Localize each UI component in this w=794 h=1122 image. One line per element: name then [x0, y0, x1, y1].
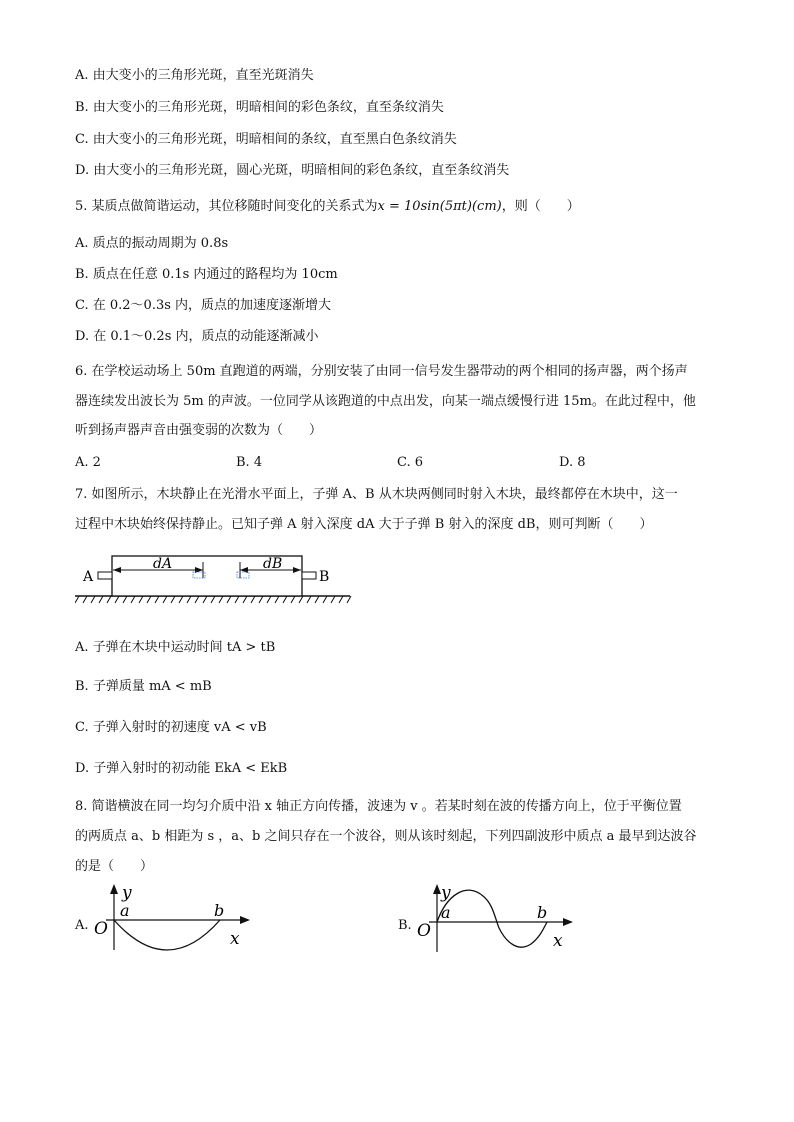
point-b-b: b: [537, 903, 548, 922]
q5-option-d: D. 在 0.1～0.2s 内，质点的动能逐渐减小: [75, 329, 319, 344]
q4-option-b: B. 由大变小的三角形光斑，明暗相间的彩色条纹，直至条纹消失: [75, 100, 444, 115]
q8-stem-line2: 的两质点 a、b 相距为 s ，a、b 之间只存在一个波谷，则从该时刻起，下列四副波形中质点 a 最早到达波谷: [75, 829, 697, 844]
q8-stem-line3: 的是（ ）: [75, 859, 154, 874]
q5-stem-prefix: 5. 某质点做简谐运动，其位移随时间变化的关系式为: [75, 199, 378, 214]
origin-a: O: [94, 919, 108, 939]
axis-x-a: x: [230, 929, 240, 949]
q6-stem-line3: 听到扬声器声音由强变弱的次数为（ ）: [75, 423, 323, 438]
bullet-a: [98, 572, 112, 579]
q5-stem: [75, 199, 580, 215]
q6-stem-line2: 器连续发出波长为 5m 的声波。一位同学从该跑道的中点出发，向某一端点缓慢行进 15m。在此过程中，他: [75, 394, 696, 409]
point-a-a: a: [120, 901, 130, 920]
q4-option-a: A. 由大变小的三角形光斑，直至光斑消失: [75, 68, 314, 83]
q8-waveform-b: [415, 880, 575, 955]
bullet-b: [302, 572, 316, 579]
q5-option-b: B. 质点在任意 0.1s 内通过的路程均为 10cm: [75, 267, 338, 282]
q5-option-c: C. 在 0.2～0.3s 内，质点的加速度逐渐增大: [75, 298, 332, 313]
ground-hatching: [75, 596, 351, 603]
q7-bullet-block-figure: [75, 548, 355, 606]
q6-stem-line1: 6. 在学校运动场上 50m 直跑道的两端，分别安装了由同一信号发生器带动的两个相同的扬声器，两个扬声: [75, 364, 688, 379]
q8-option-b-label: B.: [398, 918, 412, 933]
origin-b: O: [417, 921, 431, 941]
wave-curve-a: [114, 920, 220, 950]
q4-option-d: D. 由大变小的三角形光斑，圆心光斑，明暗相间的彩色条纹，直至条纹消失: [75, 163, 510, 178]
q6-option-a: A. 2: [75, 455, 101, 470]
q7-stem-line1: 7. 如图所示，木块静止在光滑水平面上，子弹 A、B 从木块两侧同时射入木块，最终都停在木块中，这一: [75, 487, 678, 502]
q8-stem-line1: 8. 简谐横波在同一均匀介质中沿 x 轴正方向传播，波速为 v 。若某时刻在波的传播方向上，位于平衡位置: [75, 799, 682, 814]
q6-option-b: B. 4: [236, 455, 263, 470]
point-b-a: b: [214, 901, 225, 920]
q5-option-a: A. 质点的振动周期为 0.8s: [75, 236, 229, 251]
q7-option-a: A. 子弹在木块中运动时间 tA > tB: [75, 640, 276, 655]
q7-option-c: C. 子弹入射时的初速度 vA < vB: [75, 720, 267, 735]
label-a: A: [83, 569, 94, 585]
q4-option-c: C. 由大变小的三角形光斑，明暗相间的条纹，直至黑白色条纹消失: [75, 132, 457, 147]
q6-option-c: C. 6: [397, 455, 424, 470]
axis-y-b: y: [441, 883, 451, 903]
q7-option-d: D. 子弹入射时的初动能 EkA < EkB: [75, 761, 288, 776]
label-da: dA: [153, 556, 173, 572]
q7-option-b: B. 子弹质量 mA < mB: [75, 679, 212, 694]
q8-option-a-label: A.: [75, 918, 89, 933]
axis-x-b: x: [553, 931, 563, 951]
q8-waveform-a: [92, 880, 252, 955]
q5-stem-suffix: ，则（ ）: [501, 199, 580, 214]
label-b: B: [319, 569, 330, 585]
axis-y-a: y: [122, 883, 132, 903]
wave-curve-b: [437, 890, 547, 947]
q6-option-d: D. 8: [559, 455, 586, 470]
point-a-b: a: [441, 903, 451, 922]
label-db: dB: [263, 556, 283, 572]
q5-formula: x = 10sin(5πt)(cm): [377, 199, 502, 214]
q7-stem-line2: 过程中木块始终保持静止。已知子弹 A 射入深度 dA 大于子弹 B 射入的深度 dB，则可判断（ ）: [75, 517, 653, 532]
